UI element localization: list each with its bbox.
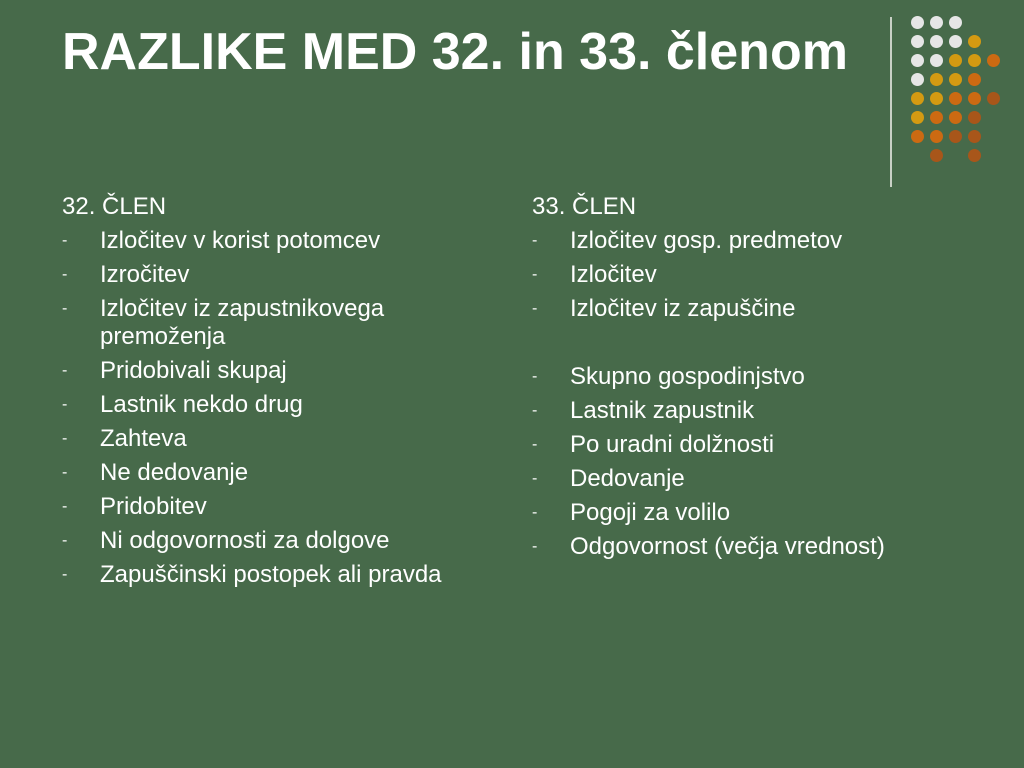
decor-dot	[949, 130, 962, 143]
list-item-text: Ne dedovanje	[100, 459, 249, 486]
decor-dot	[911, 130, 924, 143]
list-item	[532, 465, 972, 493]
list-item-text: Ni odgovornosti za dolgove	[100, 527, 390, 554]
bullet-dash: -	[532, 504, 538, 521]
list-item	[62, 391, 462, 419]
list-item	[532, 227, 972, 255]
bullet-dash: -	[532, 368, 538, 385]
list-item-text: Odgovornost (večja vrednost)	[570, 533, 885, 560]
bullet-dash: -	[62, 232, 68, 249]
list-item-text: Izročitev	[100, 261, 190, 288]
list-item-text: Zahteva	[100, 425, 187, 452]
bullet-dash: -	[532, 538, 538, 555]
list-item	[62, 227, 462, 255]
right-column	[532, 193, 972, 567]
decor-dot	[968, 130, 981, 143]
slide-title: RAZLIKE MED 32. in 33. členom	[62, 23, 848, 81]
list-item-text: Pridobivali skupaj	[100, 357, 287, 384]
list-item-text: Dedovanje	[570, 465, 685, 492]
list-item-text: Izločitev gosp. predmetov	[570, 227, 843, 254]
list-item-text: Izločitev v korist potomcev	[100, 227, 381, 254]
decor-dot	[949, 73, 962, 86]
list-spacer	[532, 329, 972, 363]
list-item	[532, 397, 972, 425]
bullet-dash: -	[532, 300, 538, 317]
list-item	[532, 499, 972, 527]
list-item	[62, 425, 462, 453]
bullet-dash: -	[532, 232, 538, 249]
list-item-text: Po uradni dolžnosti	[570, 431, 775, 458]
bullet-dash: -	[62, 396, 68, 413]
list-item	[62, 493, 462, 521]
bullet-dash: -	[62, 566, 68, 583]
decor-dot	[987, 92, 1000, 105]
list-item	[532, 363, 972, 391]
decor-dot	[949, 54, 962, 67]
left-column-header: 32. ČLEN	[62, 193, 167, 220]
list-item-text: Izločitev	[570, 261, 657, 288]
list-item	[62, 527, 462, 555]
decor-dot	[930, 54, 943, 67]
bullet-dash: -	[62, 498, 68, 515]
decor-dot	[930, 73, 943, 86]
decor-dot	[930, 149, 943, 162]
list-item	[532, 295, 972, 323]
decor-dot	[911, 16, 924, 29]
decor-dot	[930, 130, 943, 143]
list-item	[62, 357, 462, 385]
bullet-dash: -	[62, 464, 68, 481]
bullet-dash: -	[532, 470, 538, 487]
decorative-dot-grid	[911, 16, 1011, 166]
bullet-dash: -	[62, 300, 68, 317]
decor-dot	[987, 54, 1000, 67]
decorative-divider-line	[890, 17, 892, 187]
decor-dot	[968, 92, 981, 105]
list-item	[62, 261, 462, 289]
right-column-header: 33. ČLEN	[532, 193, 637, 220]
list-item-text: Zapuščinski postopek ali pravda	[100, 561, 442, 588]
decor-dot	[930, 35, 943, 48]
list-item-text: Izločitev iz zapustnikovega premoženja	[100, 295, 385, 350]
list-item	[62, 459, 462, 487]
decor-dot	[968, 111, 981, 124]
list-item	[62, 561, 462, 589]
left-column	[62, 193, 462, 595]
decor-dot	[930, 16, 943, 29]
decor-dot	[949, 16, 962, 29]
list-item-text: Lastnik zapustnik	[570, 397, 755, 424]
decor-dot	[930, 111, 943, 124]
decor-dot	[968, 35, 981, 48]
decor-dot	[911, 35, 924, 48]
decor-dot	[911, 111, 924, 124]
bullet-dash: -	[532, 436, 538, 453]
list-item	[532, 261, 972, 289]
bullet-dash: -	[532, 266, 538, 283]
list-item-text: Pogoji za volilo	[570, 499, 731, 526]
bullet-dash: -	[62, 532, 68, 549]
list-item	[532, 533, 972, 561]
list-item	[62, 295, 462, 351]
decor-dot	[911, 92, 924, 105]
list-item-text: Lastnik nekdo drug	[100, 391, 303, 418]
decor-dot	[930, 92, 943, 105]
decor-dot	[968, 149, 981, 162]
list-item	[532, 431, 972, 459]
bullet-dash: -	[62, 266, 68, 283]
decor-dot	[949, 111, 962, 124]
bullet-dash: -	[62, 430, 68, 447]
decor-dot	[949, 92, 962, 105]
list-item-text: Izločitev iz zapuščine	[570, 295, 796, 322]
decor-dot	[911, 54, 924, 67]
decor-dot	[968, 54, 981, 67]
list-item-text: Skupno gospodinjstvo	[570, 363, 805, 390]
list-item-text: Pridobitev	[100, 493, 207, 520]
decor-dot	[949, 35, 962, 48]
decor-dot	[911, 73, 924, 86]
bullet-dash: -	[62, 362, 68, 379]
bullet-dash: -	[532, 402, 538, 419]
decor-dot	[968, 73, 981, 86]
